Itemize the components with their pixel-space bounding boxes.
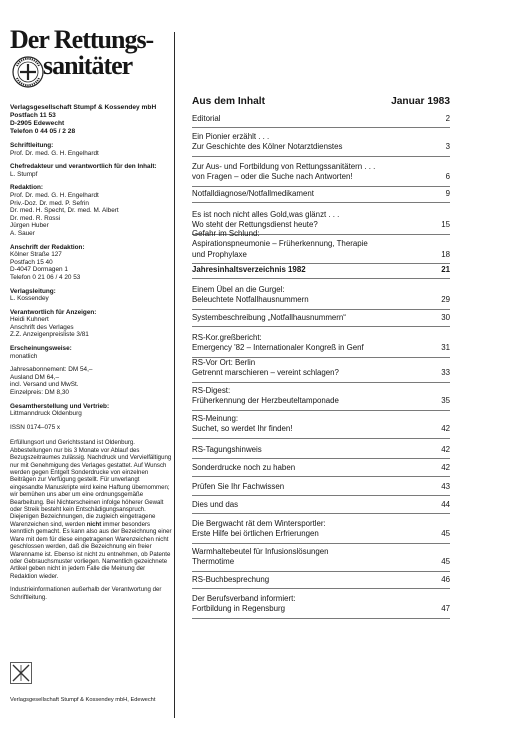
imprint-section-line: Prof. Dr. med. G. H. Engelhardt [10,149,99,157]
toc-separator [192,476,450,477]
toc-separator [192,156,450,157]
imprint-section-line: L. Stumpf [10,170,38,178]
toc-entry-title: Sonderdrucke noch zu haben [192,463,296,472]
publisher-logo-icon [10,662,32,684]
imprint-section-line: L. Kossendey [10,295,49,303]
toc-header [192,96,450,108]
toc-separator [192,495,450,496]
toc-separator [192,186,450,187]
toc-entry-title: Notfalldiagnose/Notfallmedikament [192,189,314,198]
imprint-section-heading: Redaktion: [10,184,44,192]
imprint-section-line: Kölner Straße 127 [10,251,62,259]
toc-entry-page: 3 [445,142,450,152]
toc-entry-title: von Fragen – oder die Suche nach Antworten! [192,172,353,182]
imprint-section [10,163,172,178]
toc-entry-title: RS-Digest: [192,386,231,395]
publisher-postbox: Postfach 11 53 [10,112,56,119]
masthead-title-line1: Der Rettungs- [10,25,154,54]
toc-entry-page: 45 [441,529,450,539]
toc-entry [192,114,450,124]
toc-entry-title: Erste Hilfe bei örtlichen Erfrierungen [192,529,319,539]
toc-entry [192,210,450,231]
toc-entry-title: Es ist noch nicht alles Gold,was glänzt . . . [192,210,340,219]
toc-entry-title: Warmhaltebeutel für Infusionslösungen [192,547,329,556]
toc-entry [192,500,450,510]
toc-entry-title: Wo steht der Rettungsdienst heute? [192,220,318,230]
toc-separator [192,543,450,544]
footer-credit: Verlagsgesellschaft Stumpf & Kossendey mbH, Edewecht [10,697,156,703]
publisher-city: D-2905 Edewecht [10,120,65,127]
toc-entry-page: 33 [441,368,450,378]
legal-notice [10,439,172,580]
toc-separator [192,618,450,619]
toc-entry [192,575,450,585]
toc-entry-title: Jahresinhaltsverzeichnis 1982 [192,265,306,274]
toc-entry-title: RS-Vor Ort: Berlin [192,358,256,367]
toc-entry-page: 6 [445,172,450,182]
toc-entry-title: Zur Geschichte des Kölner Notarztdienstes [192,142,343,152]
imprint-section [10,403,172,418]
imprint-section-heading: Verantwortlich für Anzeigen: [10,308,97,316]
imprint-section-line: Postfach 15 40 [10,258,53,266]
toc-separator [192,382,450,383]
imprint-section-line: Dr. med. H. Specht, Dr. med. M. Albert [10,207,119,215]
toc-entry [192,414,450,435]
toc-separator [192,571,450,572]
imprint-section-line: Jürgen Huber [10,222,49,230]
toc-entry-title: Aspirationspneumonie – Früherkennung, Therapie [192,239,368,249]
imprint-section [10,142,172,157]
imprint-section [10,184,172,237]
toc-entry [192,386,450,407]
toc-entry-page: 42 [441,463,450,472]
toc-entry-page: 47 [441,604,450,614]
toc-entry [192,445,450,455]
toc-entry [192,285,450,306]
issue-date: Januar 1983 [391,96,450,107]
imprint-section-heading: Anschrift der Redaktion: [10,243,85,251]
toc-entry-page: 42 [441,424,450,434]
toc-entry-title: und Prophylaxe [192,249,247,259]
toc-entry-title: RS-Buchbesprechung [192,575,270,584]
toc-entry [192,594,450,615]
toc-entry-page: 35 [441,396,450,406]
toc-entry-title: Beleuchtete Notfallhausnummern [192,295,309,305]
toc-entry-title: Einem Übel an die Gurgel: [192,285,285,294]
imprint-section-line: incl. Versand und MwSt. [10,381,79,389]
toc-entry-title: RS-Kor.greßbericht: [192,333,262,342]
legal-text-part2: immer besonders kenntlich gemacht. Es kann also aus der Bezeichnung einer Ware mit dem für diese eingetragenen Warenzeichen nicht geschlossen werden, daß die Bezeichnung ein freier Warenname ist. Ebenso ist nicht zu entnehmen, ob Patente oder Gebrauchsmuster vorliegen. Namentlich gezeichnete Artikel geben nicht in jedem Falle die Meinung der Redaktion wieder. [10,520,172,580]
toc-entry-title: Früherkennung der Herzbeuteltamponade [192,396,339,406]
imprint-section-line: Ausland DM 64,– [10,373,60,381]
imprint-section-heading: Gesamtherstellung und Vertrieb: [10,402,110,410]
toc-entry-page: 15 [441,220,450,230]
imprint-section [10,345,172,360]
imprint-section-heading: Erscheinungsweise: [10,345,72,353]
imprint-section-line: Anschrift des Verlages [10,323,74,331]
toc-separator [192,326,450,327]
toc-entry-page: 43 [441,482,450,491]
toc-entry [192,333,450,354]
toc-entry-page: 2 [445,114,450,123]
legal-text-part1: Erfüllungsort und Gerichtsstand ist Oldenburg. Abbestellungen nur bis 3 Monate vor Ablauf des Bezugszeitraumes zulässig. Nachdruck und Vervielfältigung nur mit Genehmigung des Verlages gestattet. Auf Wunsch werden gegen Entgelt Sonderdrucke von einzelnen Beiträgen zur Verfügung gestellt. Für unverlangt eingesandte Manuskripte wird keine Haftung übernommen; wir bemühen uns aber um eine ordnungsgemäße Bearbeitung. Bei Nichterscheinen infolge höherer Gewalt oder Streik besteht kein Entschädigungsanspruch. Diejenigen Bezeichnungen, die zugleich eingetragene Warenzeichen sind, werden [10,439,172,528]
imprint-section-line: Jahresabonnement: DM 54,– [10,366,93,374]
publisher-name: Verlagsgesellschaft Stumpf & Kossendey mbH [10,104,157,111]
imprint-section-line: Priv.-Doz. Dr. med. P. Sefrin [10,199,89,207]
toc-entry-page: 21 [441,265,450,274]
toc-entry-page: 45 [441,557,450,567]
toc-separator [192,458,450,459]
toc-entry [192,229,450,260]
toc-entry-title: Prüfen Sie Ihr Fachwissen [192,482,285,491]
toc-entry-page: 9 [445,189,450,198]
toc-entry [192,547,450,568]
imprint-section-line: monatlich [10,352,38,360]
toc-separator [192,588,450,589]
toc-separator [192,309,450,310]
toc-separator [192,410,450,411]
imprint-column [10,25,172,601]
publisher-phone: Telefon 0 44 05 / 2 28 [10,128,76,135]
toc-separator [192,438,450,439]
toc-entry [192,358,450,379]
imprint-section [10,366,172,396]
toc-entry-title: Ein Pionier erzählt . . . [192,132,270,141]
publisher-block [10,104,172,136]
toc-entry [192,482,450,492]
toc-entry-page: 31 [441,343,450,353]
toc-entry-title: Zur Aus- und Fortbildung von Rettungssanitätern . . . [192,162,376,171]
toc-separator [192,278,450,279]
toc-entry-title: Suchet, so werdet Ihr finden! [192,424,293,434]
toc-entry [192,189,450,199]
toc-separator [192,513,450,514]
toc-entry-title: Dies und das [192,500,239,509]
toc-entry-title: Gefahr im Schlund: [192,229,260,238]
toc-entry-page: 30 [441,313,450,322]
imprint-section-line: A. Sauer [10,229,35,237]
toc-heading: Aus dem Inhalt [192,96,266,107]
toc-entry-title: Systembeschreibung „Notfallhausnummern“ [192,313,346,322]
imprint-section [10,244,172,282]
imprint-section-heading: Schriftleitung: [10,142,54,149]
toc-entry-title: Die Bergwacht rät dem Wintersportler: [192,519,326,528]
toc-entry [192,519,450,540]
toc-entry [192,265,450,275]
imprint-section-line: Einzelpreis: DM 8,30 [10,389,69,397]
toc-entry [192,162,450,183]
masthead-title-line2: sanitäter [43,51,133,80]
masthead-row [10,51,172,94]
imprint-section-line: Telefon 0 21 06 / 4 20 53 [10,273,81,281]
toc-entry-title: Thermotime [192,557,235,567]
seal-icon [10,54,46,90]
toc-entry [192,313,450,323]
toc-entry-title: Editorial [192,114,221,123]
imprint-section [10,309,172,339]
imprint-section-heading: Chefredakteur und verantwortlich für den Inhalt: [10,163,157,171]
imprint-section-line: D-4047 Dormagen 1 [10,266,68,274]
imprint-section-line: ISSN 0174–075 x [10,423,61,431]
toc-separator [192,202,450,203]
imprint-section [10,424,172,432]
toc-entry-page: 18 [441,249,450,259]
legal-bold-word: nicht [86,520,102,528]
toc-entry [192,463,450,473]
toc-entry-page: 29 [441,295,450,305]
toc-entry-title: Getrennt marschieren – vereint schlagen? [192,368,339,378]
toc-separator [192,127,450,128]
column-divider [174,32,175,718]
toc-entry-page: 44 [441,500,450,509]
imprint-section-line: Dr. med. R. Rossi [10,214,61,222]
imprint-section-line: Z.Z. Anzeigenpreisliste 3/81 [10,331,89,339]
imprint-sections [10,142,172,431]
toc-entry-page: 46 [441,575,450,584]
toc-entry-title: RS-Meinung: [192,414,239,423]
imprint-section-line: Littmanndruck Oldenburg [10,410,82,418]
imprint-section-line: Heidi Kuhnert [10,316,49,324]
toc-entry-title: RS-Tagungshinweis [192,445,262,454]
toc-entry-title: Fortbildung in Regensburg [192,604,285,614]
toc-entry-page: 42 [441,445,450,454]
imprint-section-heading: Verlagsleitung: [10,287,56,295]
toc-entry [192,132,450,153]
imprint-section [10,288,172,303]
toc-entry-title: Der Berufsverband informiert: [192,594,296,603]
toc-entry-title: Emergency '82 – Internationaler Kongreß in Genf [192,343,364,353]
imprint-section-line: Prof. Dr. med. G. H. Engelhardt [10,191,99,199]
industry-footnote: Industrieinformationen außerhalb der Verantwortung der Schriftleitung. [10,586,162,601]
